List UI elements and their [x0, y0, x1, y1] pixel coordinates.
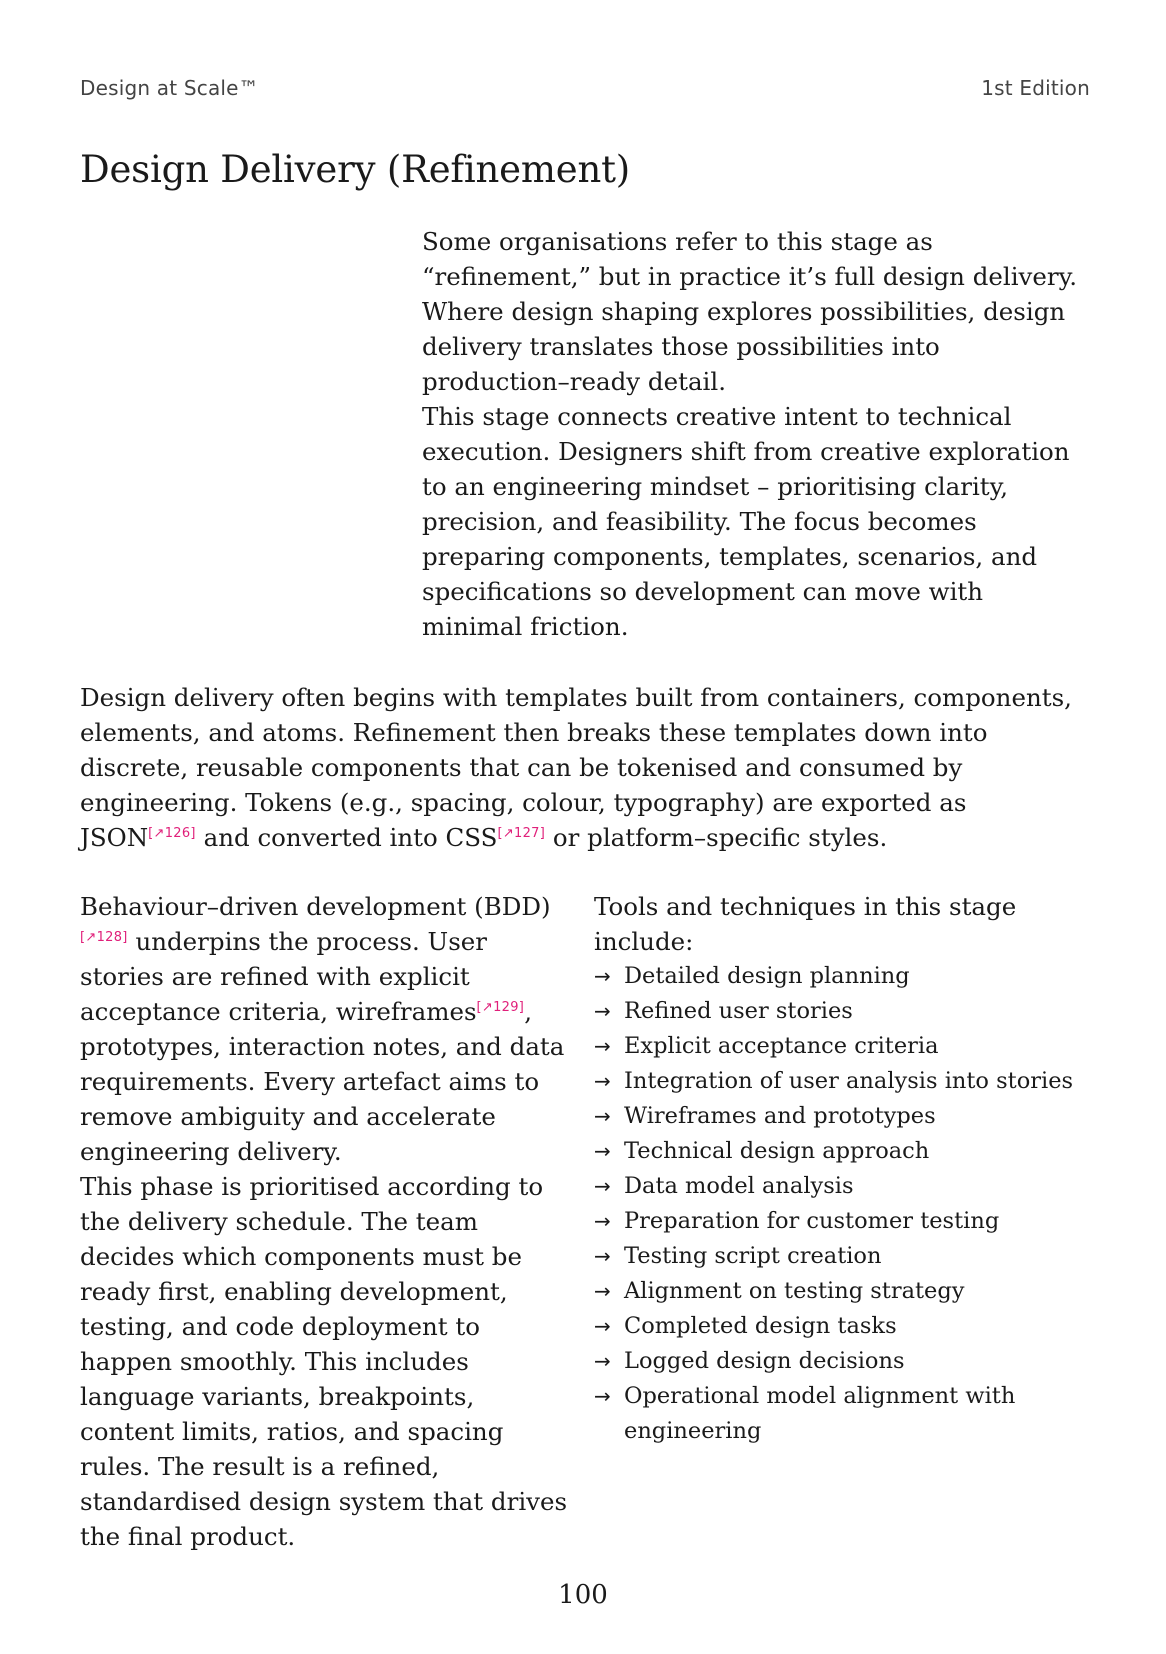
arrow-right-icon: → [594, 964, 611, 988]
arrow-right-icon: → [594, 1069, 611, 1093]
footnote-link-128[interactable]: [↗128] [80, 929, 128, 945]
list-item-label: Integration of user analysis into stories [624, 1068, 1074, 1094]
list-item-label: Completed design tasks [624, 1313, 897, 1339]
lead-text-a: Design delivery often begins with templates built from containers, components, elements, and atoms. Refinement then breaks these templates down into discrete, reusable components that can be tokenised and consumed by engineering. Tokens (e.g., spacing, colour, typography) are exported as JSON [80, 683, 1072, 852]
list-item-label: Preparation for customer testing [624, 1208, 1000, 1234]
list-item [594, 1309, 1094, 1344]
list-item-label: Data model analysis [624, 1173, 854, 1199]
arrow-right-icon: → [594, 1244, 611, 1268]
list-item [594, 1134, 1094, 1169]
list-item [594, 1099, 1094, 1134]
intro-paragraph-2: This stage connects creative intent to technical execution. Designers shift from creative exploration to an engineering mindset – prioritising clarity, precision, and feasibility. The focus becomes preparing components, templates, scenarios, and specifications so development can move with minimal friction. [422, 402, 1070, 641]
list-item-label: Explicit acceptance criteria [624, 1033, 939, 1059]
left-p1-text-c: , prototypes, interaction notes, and data requirements. Every artefact aims to remove ambiguity and accelerate engineering delivery. [80, 997, 565, 1166]
list-item-label: Detailed design planning [624, 963, 910, 989]
list-item [594, 1344, 1094, 1379]
list-item [594, 1029, 1094, 1064]
arrow-right-icon: → [594, 1104, 611, 1128]
list-item-label: Wireframes and prototypes [624, 1103, 936, 1129]
list-item-label: Refined user stories [624, 998, 853, 1024]
intro-paragraph-1: Some organisations refer to this stage as “refinement,” but in practice it’s full design delivery. Where design shaping explores possibilities, design delivery translates those possibilities into production–ready detail. [422, 227, 1077, 396]
list-item [594, 959, 1094, 994]
arrow-right-icon: → [594, 1314, 611, 1338]
arrow-right-icon: → [594, 1209, 611, 1233]
list-item-label: Logged design decisions [624, 1348, 905, 1374]
list-item-label: Testing script creation [624, 1243, 882, 1269]
arrow-right-icon: → [594, 1384, 611, 1408]
lead-text-c: or platform–specific styles. [545, 823, 888, 852]
footnote-link-127[interactable]: [↗127] [497, 825, 546, 841]
list-item [594, 1274, 1094, 1309]
tools-intro: Tools and techniques in this stage include: [594, 892, 1017, 956]
arrow-right-icon: → [594, 1349, 611, 1373]
list-item [594, 1064, 1094, 1099]
left-paragraph-1 [80, 889, 575, 1169]
list-item [594, 1204, 1094, 1239]
left-p1-text-a: Behaviour–driven development (BDD) [80, 892, 551, 921]
left-p1-text-b: underpins the process. User stories are refined with explicit acceptance criteria, wireframes [80, 927, 487, 1026]
arrow-right-icon: → [594, 1034, 611, 1058]
arrow-right-icon: → [594, 999, 611, 1023]
footnote-link-129[interactable]: [↗129] [476, 999, 525, 1015]
list-item [594, 1379, 1094, 1449]
list-item [594, 1169, 1094, 1204]
arrow-right-icon: → [594, 1279, 611, 1303]
left-paragraph-2: This phase is prioritised according to the delivery schedule. The team decides which components must be ready first, enabling development, testing, and code deployment to happen smoothly. This includes language variants, breakpoints, content limits, ratios, and spacing rules. The result is a refined, standardised design system that drives the final product. [80, 1172, 568, 1551]
list-item-label: Alignment on testing strategy [624, 1278, 965, 1304]
lead-paragraph [80, 680, 1090, 855]
list-item [594, 1239, 1094, 1274]
list-item [594, 994, 1094, 1029]
page-number: 100 [558, 1580, 608, 1610]
tools-list [594, 959, 1094, 1449]
page-title: Design Delivery (Refinement) [80, 148, 630, 191]
running-head-edition: 1st Edition [981, 76, 1090, 100]
lead-text-b: and converted into CSS [195, 823, 498, 852]
running-head-book-title: Design at Scale™ [80, 76, 259, 100]
arrow-right-icon: → [594, 1139, 611, 1163]
list-item-label: Technical design approach [624, 1138, 930, 1164]
list-item-label: Operational model alignment with engineering [624, 1383, 1016, 1444]
arrow-right-icon: → [594, 1174, 611, 1198]
right-column [594, 889, 1094, 1449]
intro-block [422, 224, 1084, 644]
left-column [80, 889, 575, 1554]
footnote-link-126[interactable]: [↗126] [148, 825, 196, 841]
